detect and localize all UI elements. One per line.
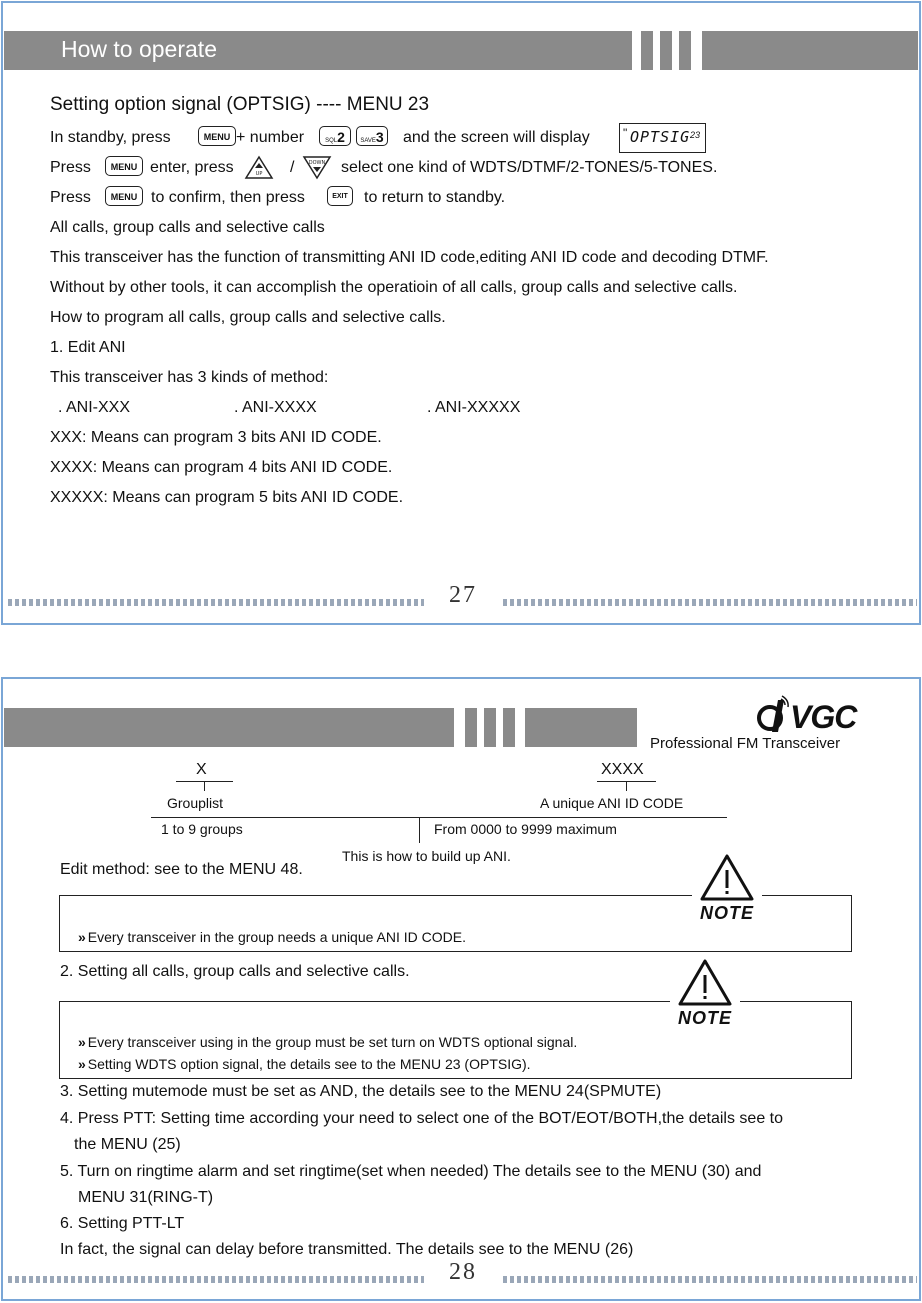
down-label: DOWN xyxy=(308,160,326,166)
step: MENU 31(RING-T) xyxy=(78,1189,214,1206)
save-label: SAVE xyxy=(360,138,376,144)
sql-2-key-icon xyxy=(319,126,351,146)
header-stripe xyxy=(465,708,477,747)
lcd-text: OPTSIG xyxy=(630,128,691,146)
code-description: XXXX: Means can program 4 bits ANI ID CODE. xyxy=(50,459,393,476)
instruction-text: to return to standby. xyxy=(364,189,506,206)
code-description: XXX: Means can program 3 bits ANI ID CODE. xyxy=(50,429,382,446)
diagram-xxxx: XXXX xyxy=(601,761,644,778)
header-stripe xyxy=(484,708,496,747)
header-stripe xyxy=(641,31,653,70)
lcd-quote: " xyxy=(623,126,628,140)
sql-label: SQL xyxy=(325,138,338,144)
paragraph: 1. Edit ANI xyxy=(50,339,126,356)
instruction-text: Press xyxy=(50,159,91,176)
header-title: How to operate xyxy=(61,36,217,62)
page-number: 27 xyxy=(449,582,477,608)
key-number: 2 xyxy=(337,129,345,145)
footer-dots-right xyxy=(503,599,917,606)
step-2: 2. Setting all calls, group calls and selective calls. xyxy=(60,963,410,980)
edit-method: Edit method: see to the MENU 48. xyxy=(60,861,303,878)
paragraph: Without by other tools, it can accomplish the operatioin of all calls, group calls and selective calls. xyxy=(50,279,738,296)
warning-icon xyxy=(677,958,733,1008)
diagram-grouplist: Grouplist xyxy=(167,795,224,811)
menu-key-icon: MENU xyxy=(198,126,236,146)
note-text: Every transceiver in the group needs a unique ANI ID CODE. xyxy=(87,929,466,945)
note-text: Every transceiver using in the group must be set turn on WDTS optional signal. xyxy=(87,1034,578,1050)
menu-key-icon: MENU xyxy=(105,156,143,176)
header-bar xyxy=(4,708,454,747)
section-heading: Setting option signal (OPTSIG) ---- MENU 23 xyxy=(50,94,430,115)
lcd-display-icon xyxy=(619,123,706,153)
method-item: . ANI-XXXXX xyxy=(427,399,521,416)
brand-name: VGC xyxy=(790,699,857,735)
double-chevron-icon: » xyxy=(78,929,86,945)
down-key-icon xyxy=(302,154,332,180)
instruction-text: and the screen will display xyxy=(403,129,590,146)
brand-subtitle: Professional FM Transceiver xyxy=(650,735,841,752)
paragraph: This transceiver has the function of transmitting ANI ID code,editing ANI ID code and decoding DTMF. xyxy=(50,249,769,266)
step: In fact, the signal can delay before transmitted. The details see to the MENU (26) xyxy=(60,1241,634,1258)
warning-icon xyxy=(699,853,755,903)
note-badge xyxy=(670,958,740,1032)
step: 6. Setting PTT-LT xyxy=(60,1215,185,1232)
diagram-tick xyxy=(204,782,205,791)
exit-key-icon: EXIT xyxy=(327,186,353,206)
note-item xyxy=(78,1032,577,1052)
note-text: Setting WDTS option signal, the details see to the MENU 23 (OPTSIG). xyxy=(87,1056,531,1072)
method-item: . ANI-XXX xyxy=(58,399,131,416)
paragraph: This transceiver has 3 kinds of method: xyxy=(50,369,329,386)
diagram-unique: A unique ANI ID CODE xyxy=(540,795,684,811)
diagram-tick xyxy=(626,782,627,791)
brand-logo-icon xyxy=(756,694,792,734)
menu-key-icon: MENU xyxy=(105,186,143,206)
paragraph: How to program all calls, group calls and selective calls. xyxy=(50,309,446,326)
diagram-divider xyxy=(419,818,420,843)
step: the MENU (25) xyxy=(74,1136,181,1153)
note-label: NOTE xyxy=(677,1008,732,1028)
instruction-text: Press xyxy=(50,189,91,206)
footer-dots-right xyxy=(503,1276,917,1283)
note-item xyxy=(78,927,466,947)
note-item xyxy=(78,1054,531,1074)
code-description: XXXXX: Means can program 5 bits ANI ID CODE. xyxy=(50,489,404,506)
note-label: NOTE xyxy=(699,903,754,923)
step: 3. Setting mutemode must be set as AND, the details see to the MENU 24(SPMUTE) xyxy=(60,1083,662,1100)
step: 4. Press PTT: Setting time according your need to select one of the BOT/EOT/BOTH,the details see to xyxy=(60,1110,784,1127)
instruction-text: + number xyxy=(236,129,305,146)
step: 5. Turn on ringtime alarm and set ringtime(set when needed) The details see to the MENU (30) and xyxy=(60,1163,762,1180)
footer-dots-left xyxy=(8,599,424,606)
key-number: 3 xyxy=(375,129,384,145)
diagram-range: From 0000 to 9999 maximum xyxy=(434,821,617,837)
method-item: . ANI-XXXX xyxy=(234,399,317,416)
separator-text: / xyxy=(290,159,295,176)
header-bar-right xyxy=(702,31,918,70)
paragraph: All calls, group calls and selective calls xyxy=(50,219,325,236)
diagram-x: X xyxy=(196,761,207,778)
header-stripe xyxy=(503,708,515,747)
instruction-text: enter, press xyxy=(150,159,234,176)
lcd-number: 23 xyxy=(690,130,701,140)
header-stripe xyxy=(679,31,691,70)
header-stripe xyxy=(660,31,672,70)
instruction-text: In standby, press xyxy=(50,129,171,146)
instruction-text: select one kind of WDTS/DTMF/2-TONES/5-TONES. xyxy=(341,159,718,176)
double-chevron-icon: » xyxy=(78,1056,86,1072)
instruction-text: to confirm, then press xyxy=(151,189,305,206)
note-badge xyxy=(692,853,762,927)
footer-dots-left xyxy=(8,1276,424,1283)
double-chevron-icon: » xyxy=(78,1034,86,1050)
up-key-icon xyxy=(244,154,274,180)
header-bar-right xyxy=(525,708,637,747)
page-number: 28 xyxy=(449,1259,477,1285)
up-label: UP xyxy=(255,171,263,177)
diagram-baseline xyxy=(151,817,727,818)
diagram-caption: This is how to build up ANI. xyxy=(342,848,511,864)
diagram-groups: 1 to 9 groups xyxy=(161,821,243,837)
save-3-key-icon xyxy=(356,126,388,146)
